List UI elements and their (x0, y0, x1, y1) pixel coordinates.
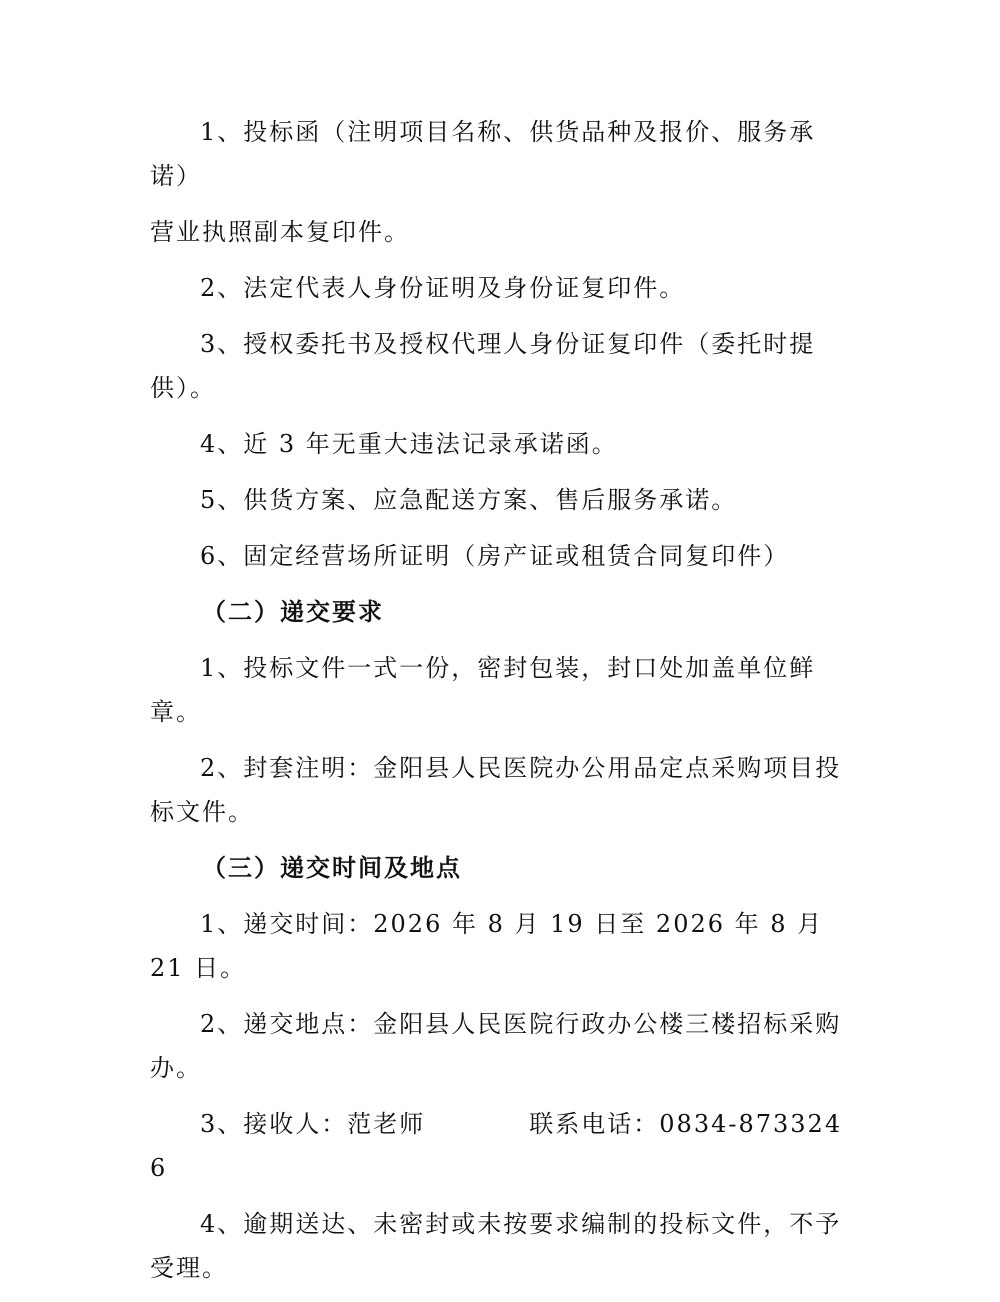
item-bid-letter: 1、投标函（注明项目名称、供货品种及报价、服务承诺） (150, 118, 816, 190)
item-authorization-letter: 3、授权委托书及授权代理人身份证复印件（委托时提供）。 (150, 330, 816, 402)
item-business-license: 营业执照副本复印件。 (150, 218, 410, 246)
item-late-notice: 4、逾期送达、未密封或未按要求编制的投标文件，不予受理。 (150, 1210, 842, 1282)
item-sealed-copy: 1、投标文件一式一份，密封包装，封口处加盖单位鲜章。 (150, 654, 816, 726)
receiver-name: 3、接收人：范老师 (200, 1110, 426, 1138)
item-submission-time: 1、递交时间：2026 年 8 月 19 日至 2026 年 8 月 21 日。 (150, 910, 824, 982)
item-receiver-contact (150, 1102, 850, 1190)
item-premises-proof: 6、固定经营场所证明（房产证或租赁合同复印件） (200, 542, 790, 570)
section-heading-time-and-place: （三）递交时间及地点 (202, 854, 462, 882)
item-submission-place: 2、递交地点：金阳县人民医院行政办公楼三楼招标采购办。 (150, 1010, 842, 1082)
item-legal-rep-id: 2、法定代表人身份证明及身份证复印件。 (200, 274, 686, 302)
section-heading-submission-requirements: （二）递交要求 (202, 598, 384, 626)
contact-phone: 联系电话：0834-8733246 (150, 1110, 843, 1182)
item-envelope-label: 2、封套注明：金阳县人民医院办公用品定点采购项目投标文件。 (150, 754, 842, 826)
document-page (150, 110, 850, 1302)
item-supply-plan: 5、供货方案、应急配送方案、售后服务承诺。 (200, 486, 738, 514)
item-no-violation-pledge: 4、近 3 年无重大违法记录承诺函。 (200, 430, 618, 458)
